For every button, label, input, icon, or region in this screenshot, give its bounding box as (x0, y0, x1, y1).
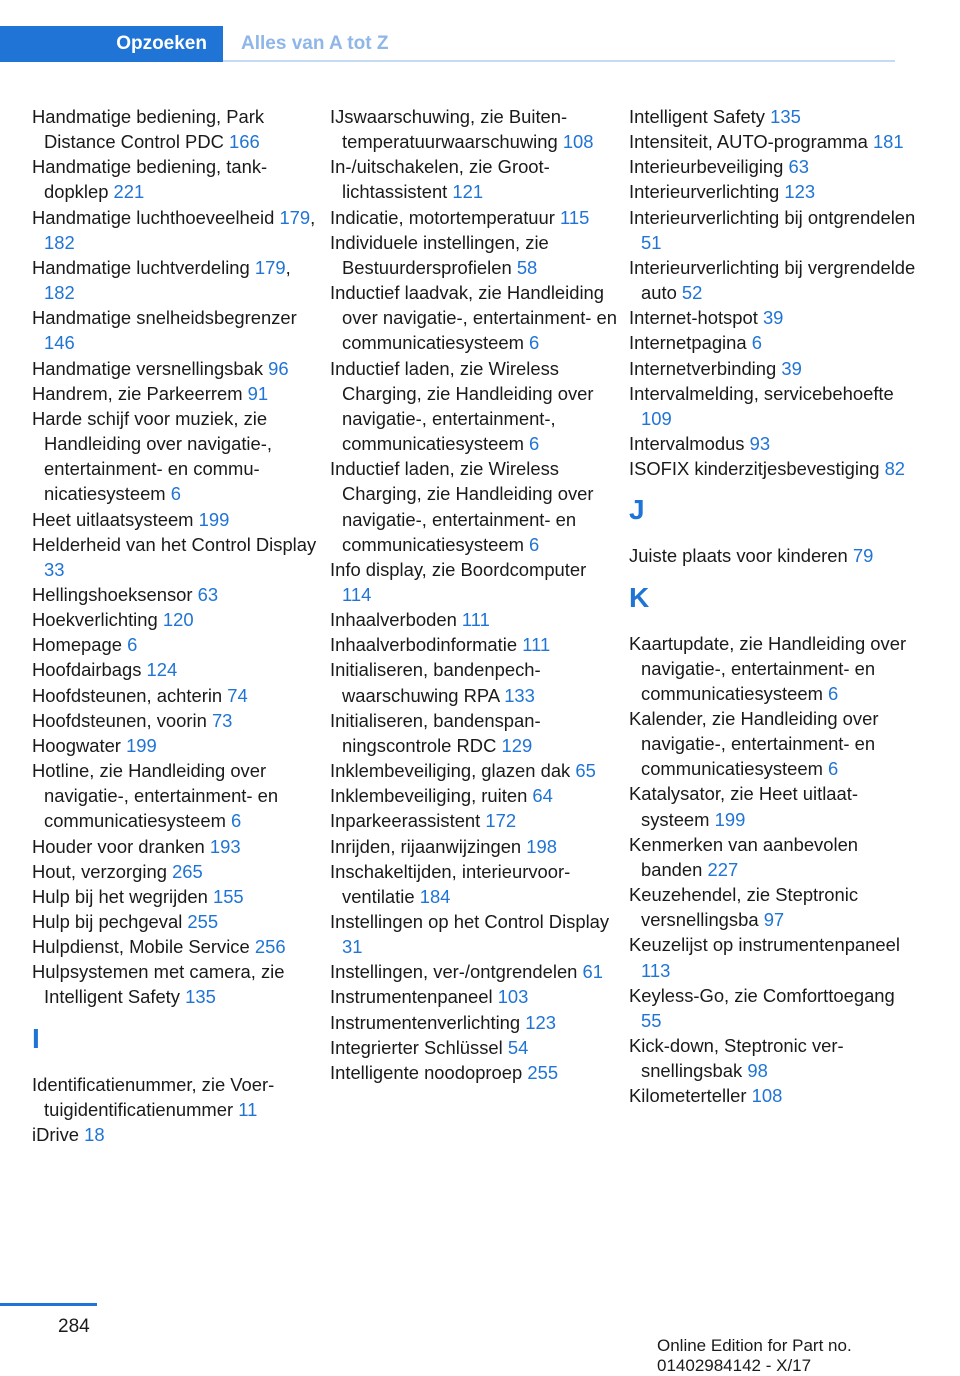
page-reference-link[interactable]: 33 (44, 558, 65, 580)
index-entry-term: Info display, zie Boordcomputer (330, 558, 587, 580)
index-entry-term: Houder voor dranken (32, 835, 205, 857)
page-reference-link[interactable]: 39 (762, 307, 784, 329)
tab-alles-label: Alles van A tot Z (241, 33, 389, 54)
index-entry-term: Instellingen, ver-/ontgrendelen (330, 961, 578, 983)
index-entry (330, 984, 620, 1009)
index-entry-term: Handrem, zie Parkeerrem (32, 382, 243, 404)
footer-rule (0, 1303, 97, 1306)
index-entry (330, 758, 620, 783)
page-reference-link[interactable]: 64 (532, 785, 553, 807)
page-number: 284 (58, 1316, 90, 1337)
index-entry (629, 104, 919, 129)
tab-opzoeken-label: Opzoeken (116, 33, 207, 54)
index-entry (629, 356, 919, 381)
index-entry-term: Initialiseren, bandenpechwaarschuwing RPA (330, 659, 541, 706)
page-reference-link[interactable]: 181 (872, 131, 904, 153)
index-entry-term: Inductief laden, zie Wireless Charging, zie Handleiding over navigatie-, entertainment-, communicatiesysteem (330, 357, 594, 455)
index-entry-term: Kick-down, Steptronic versnellingsbak (629, 1035, 844, 1082)
index-entry (32, 607, 322, 632)
page-reference-link[interactable]: 256 (254, 936, 286, 958)
index-entry (330, 632, 620, 657)
index-entry (629, 1033, 919, 1083)
index-entry-term: Indicatie, motortemperatuur (330, 206, 555, 228)
index-entry (330, 1035, 620, 1060)
page-reference-link[interactable]: 135 (185, 986, 216, 1008)
page-reference-link[interactable]: 111 (522, 634, 551, 656)
index-entry-term: Hoogwater (32, 734, 121, 756)
index-entry (330, 708, 620, 758)
index-entry-term: Inhaalverboden (330, 609, 457, 631)
index-entry (629, 255, 919, 305)
index-entry-term: Intelligente noodoproep (330, 1061, 523, 1083)
page-reference-link[interactable]: 98 (747, 1060, 768, 1082)
index-entry-term: Hulp bij pechgeval (32, 911, 183, 932)
page-reference-link[interactable]: 6 (231, 810, 242, 832)
page-reference-link[interactable]: 63 (788, 156, 809, 178)
index-column-1 (32, 104, 322, 1147)
page-reference-link[interactable]: 109 (641, 407, 672, 429)
index-entry (32, 758, 322, 833)
index-entry (629, 832, 919, 882)
index-entry (32, 834, 322, 859)
index-entry (629, 205, 919, 255)
index-entry-term: Individuele instellingen, zie Bestuurdersprofielen (330, 231, 549, 278)
page-reference-link[interactable]: 108 (751, 1085, 783, 1107)
index-entry (330, 280, 620, 355)
page-reference-link[interactable]: 108 (562, 131, 594, 153)
page-reference-link[interactable]: 39 (781, 357, 802, 379)
page-reference-link[interactable]: 58 (516, 256, 538, 278)
index-entry-term: Intelligent Safety (629, 106, 765, 127)
index-entry-term: Hoofdsteunen, voorin (32, 709, 207, 731)
index-entry (330, 154, 620, 204)
index-entry (629, 330, 919, 355)
index-entry-term: Instrumentenpaneel (330, 986, 493, 1008)
index-entry-term: Interieurverlichting (629, 181, 780, 203)
index-entry (32, 582, 322, 607)
index-entry-term: Handmatige luchtverdeling (32, 256, 250, 278)
page-reference-link[interactable]: 129 (501, 734, 533, 756)
page-reference-link[interactable]: 227 (707, 858, 739, 880)
index-entry-term: Inschakeltijden, interieurvoorventilatie (330, 860, 571, 907)
index-entry (629, 631, 919, 706)
index-entry (32, 934, 322, 959)
page-reference-link[interactable]: 199 (198, 508, 230, 530)
index-entry: Handmatige luchtverdeling 179, 182 (32, 256, 291, 304)
index-entry (32, 507, 322, 532)
index-entry (330, 834, 620, 859)
index-entry-term: Hellingshoeksensor (32, 583, 193, 605)
page-reference-link[interactable]: 172 (485, 810, 517, 832)
index-entry (629, 1083, 919, 1108)
index-entry-term: Hout, verzorging (32, 860, 167, 882)
page-reference-link[interactable]: 124 (146, 659, 178, 681)
index-entry-term: Handmatige snelheidsbegrenzer (32, 307, 297, 329)
index-entry (629, 543, 919, 568)
index-entry-term: Handmatige luchthoeveelheid (32, 206, 275, 228)
index-entry-term: Internet-hotspot (629, 307, 758, 329)
edition-note: Online Edition for Part no. 01402984142 - X/17 (657, 1336, 852, 1375)
index-letter-heading: I (32, 1022, 40, 1054)
index-entry (330, 205, 620, 230)
tab-opzoeken[interactable] (0, 26, 223, 62)
page-reference-link[interactable]: 96 (268, 357, 289, 379)
index-entry-term: Inductief laadvak, zie Handleiding over navigatie-, entertainment- en communicatiesysteem (330, 282, 617, 354)
page-reference-link[interactable]: 135 (770, 106, 801, 127)
index-entry-term: Intervalmelding, servicebehoefte (629, 382, 894, 404)
index-entry-term: Interieurverlichting bij ontgrendelen (629, 206, 916, 228)
index-entry-term: Hulpdienst, Mobile Service (32, 936, 250, 958)
index-entry-term: Interieurbeveiliging (629, 156, 784, 178)
page-reference-link[interactable]: 179 (254, 256, 286, 278)
index-entry-term: Hulp bij het wegrijden (32, 885, 208, 907)
page-reference-link[interactable]: 93 (749, 433, 771, 455)
index-entry-term: Harde schijf voor muziek, zie Handleiding over navigatie-, entertainment- en communicatiesysteem (32, 407, 272, 505)
index-column-2 (330, 104, 620, 1085)
index-entry (330, 909, 620, 959)
page-reference-link[interactable]: 6 (828, 758, 839, 780)
index-entry-term: Integrierter Schlüssel (330, 1036, 503, 1058)
index-entry-term: Handmatige bediening, tankdopklep (32, 156, 268, 203)
index-entry-term: Hoofdairbags (32, 659, 142, 681)
index-entry (32, 1072, 322, 1122)
index-entry-term: Handmatige bediening, Park Distance Control PDC (32, 106, 265, 153)
index-column-3 (629, 104, 919, 1108)
page-reference-link[interactable]: 123 (784, 181, 816, 203)
page-reference-link[interactable]: 221 (113, 181, 145, 203)
index-entry-term: Initialiseren, bandenspanningscontrole RDC (330, 709, 541, 756)
page-reference-link[interactable]: 182 (44, 282, 75, 304)
index-entry (32, 884, 322, 909)
index-entry (629, 305, 919, 330)
page-reference-link[interactable]: 255 (187, 911, 219, 932)
page-reference-link[interactable]: 115 (560, 206, 590, 228)
page-reference-link[interactable]: 6 (127, 634, 138, 656)
page-reference-link[interactable]: 31 (342, 936, 363, 958)
index-entry (330, 1060, 620, 1085)
page-reference-link[interactable]: 51 (641, 231, 662, 253)
index-entry-term: Kenmerken van aanbevolen banden (629, 833, 859, 880)
page-reference-link[interactable]: 121 (452, 181, 484, 203)
page-reference-link[interactable]: 6 (529, 533, 540, 555)
page-reference-link[interactable]: 265 (172, 860, 203, 882)
page-reference-link[interactable]: 255 (527, 1061, 559, 1083)
index-entry-term: Internetverbinding (629, 357, 777, 379)
index-entry (629, 706, 919, 781)
index-entry-term: Hulpsystemen met camera, zie Intelligent Safety (32, 961, 285, 1008)
page-reference-link[interactable]: 199 (714, 808, 746, 830)
page-reference-link[interactable]: 114 (342, 583, 372, 605)
page-reference-link[interactable]: 82 (884, 458, 906, 480)
index-entry (629, 179, 919, 204)
index-entry-term: Hotline, zie Handleiding over navigatie-, entertainment- en communicatiesysteem (32, 760, 279, 832)
index-entry-term: Heet uitlaatsysteem (32, 508, 194, 530)
index-entry (330, 557, 620, 607)
page-reference-link[interactable]: 73 (211, 709, 233, 731)
page-reference-link[interactable]: 120 (162, 609, 194, 631)
index-entry (629, 781, 919, 831)
index-entry-term: Inrijden, rijaanwijzingen (330, 835, 522, 857)
index-entry (330, 808, 620, 833)
index-entry-term: Juiste plaats voor kinderen (629, 545, 848, 567)
page-reference-link[interactable]: 113 (641, 959, 671, 981)
page-reference-link[interactable]: 65 (575, 760, 596, 782)
index-entry (629, 456, 919, 481)
index-entry (32, 532, 322, 582)
header-tabbar (0, 0, 960, 62)
page-reference-link[interactable]: 55 (641, 1009, 662, 1031)
index-entry-term: iDrive (32, 1123, 80, 1145)
index-entry (629, 129, 919, 154)
index-entry (32, 683, 322, 708)
page-reference-link[interactable]: 6 (170, 483, 181, 505)
page-reference-link[interactable]: 179 (279, 206, 311, 228)
page-reference-link[interactable]: 6 (529, 332, 540, 354)
page-reference-link[interactable]: 79 (852, 545, 874, 567)
index-entry (330, 104, 620, 154)
page-reference-link[interactable]: 61 (582, 961, 604, 983)
index-entry (32, 356, 322, 381)
index-entry-term: Inductief laden, zie Wireless Charging, zie Handleiding over navigatie-, entertainment- en communicatiesysteem (330, 458, 594, 555)
index-entry (629, 882, 919, 932)
page-reference-link[interactable]: 6 (828, 682, 839, 704)
index-entry (330, 230, 620, 280)
index-entry (330, 1010, 620, 1035)
index-entry-term: Inklembeveiliging, ruiten (330, 785, 528, 807)
index-entry (32, 154, 322, 204)
index-entry-term: Hoekverlichting (32, 609, 158, 631)
index-entry (330, 783, 620, 808)
index-entry-term: Keuzehendel, zie Steptronic versnellingsba (629, 884, 859, 931)
index-entry-term: ISOFIX kinderzitjesbevestiging (629, 458, 880, 480)
index-letter-heading: J (629, 494, 645, 526)
page-reference-link[interactable]: 6 (751, 332, 762, 354)
page-reference-link[interactable]: 111 (461, 609, 490, 631)
index-entry (32, 305, 322, 355)
index-entry (32, 733, 322, 758)
index-entry-term: Instrumentenverlichting (330, 1011, 521, 1033)
index-entry: Handmatige luchthoeveelheid 179, 182 (32, 206, 316, 253)
page-reference-link[interactable]: 199 (126, 734, 157, 756)
index-entry-term: Kilometerteller (629, 1085, 747, 1107)
index-entry-term: In-/uitschakelen, zie Grootlichtassistent (330, 156, 550, 203)
index-entry (629, 154, 919, 179)
index-entry-term: Keuzelijst op instrumentenpaneel (629, 934, 900, 956)
page-reference-link[interactable]: 54 (507, 1036, 529, 1058)
tab-alles-van-a-tot-z[interactable] (223, 26, 388, 62)
index-entry-term: Katalysator, zie Heet uitlaatsysteem (629, 783, 858, 830)
index-entry (32, 708, 322, 733)
index-entry-term: Handmatige versnellingsbak (32, 357, 264, 379)
page-reference-link[interactable]: 63 (197, 583, 219, 605)
index-entry-term: Helderheid van het Control Display (32, 533, 317, 555)
index-entry-term: Intensiteit, AUTO-programma (629, 131, 868, 153)
index-entry (330, 859, 620, 909)
page-reference-link[interactable]: 182 (44, 231, 75, 253)
index-entry-term: Internetpagina (629, 332, 747, 354)
index-entry-term: Kalender, zie Handleiding over navigatie-, entertainment- en communicatiesysteem (629, 707, 879, 780)
index-entry (629, 932, 919, 982)
page-reference-link[interactable]: 123 (525, 1011, 556, 1033)
index-entry-term: Instellingen op het Control Display (330, 911, 610, 932)
index-entry (32, 909, 322, 934)
index-entry-term: Identificatienummer, zie Voertuigidentificatienummer (32, 1073, 275, 1120)
page-reference-link[interactable]: 97 (763, 909, 785, 931)
index-entry (32, 632, 322, 657)
page-reference-link[interactable]: 155 (212, 885, 244, 907)
page-reference-link[interactable]: 103 (497, 986, 529, 1008)
page-reference-link[interactable]: 74 (227, 684, 248, 706)
index-entry (32, 859, 322, 884)
index-entry-term: Intervalmodus (629, 433, 745, 455)
index-entry-term: IJswaarschuwing, zie Buitentemperatuurwaarschuwing (330, 106, 568, 153)
index-entry (330, 356, 620, 457)
page-reference-link[interactable]: 184 (419, 885, 451, 907)
index-entry (629, 431, 919, 456)
page-reference-link[interactable]: 91 (247, 382, 269, 404)
index-letter-heading: K (629, 581, 650, 613)
index-entry (32, 1122, 322, 1147)
page-reference-link[interactable]: 193 (209, 835, 241, 857)
index-entry (330, 456, 620, 557)
index-entry-term: Homepage (32, 634, 122, 656)
page-reference-link[interactable]: 52 (681, 282, 703, 304)
index-entry-term: Inparkeerassistent (330, 810, 481, 832)
page-reference-link[interactable]: 6 (529, 433, 540, 455)
index-entry-term: Keyless-Go, zie Comforttoegang (629, 984, 895, 1006)
index-entry (330, 657, 620, 707)
index-entry-term: Hoofdsteunen, achterin (32, 684, 223, 706)
page-reference-link[interactable]: 133 (504, 684, 535, 706)
page-reference-link[interactable]: 146 (44, 332, 75, 354)
index-entry-term: Inklembeveiliging, glazen dak (330, 760, 571, 782)
page-reference-link[interactable]: 18 (84, 1123, 105, 1145)
page-reference-link[interactable]: 11 (238, 1098, 258, 1120)
index-entry-term: Interieurverlichting bij vergrendelde auto (629, 256, 916, 304)
index-entry (330, 607, 620, 632)
page-reference-link[interactable]: 166 (229, 131, 260, 153)
page-reference-link[interactable]: 198 (526, 835, 557, 857)
index-entry (629, 983, 919, 1033)
index-entry (330, 959, 620, 984)
index-entry (32, 104, 322, 154)
index-entry-term: Inhaalverbodinformatie (330, 634, 518, 656)
tab-underline (223, 60, 895, 62)
index-entry (32, 959, 322, 1009)
index-entry (32, 381, 322, 406)
index-entry-term: Kaartupdate, zie Handleiding over navigatie-, entertainment- en communicatiesysteem (629, 632, 907, 704)
index-entry (32, 657, 322, 682)
index-entry (629, 381, 919, 431)
index-entry (32, 406, 322, 507)
